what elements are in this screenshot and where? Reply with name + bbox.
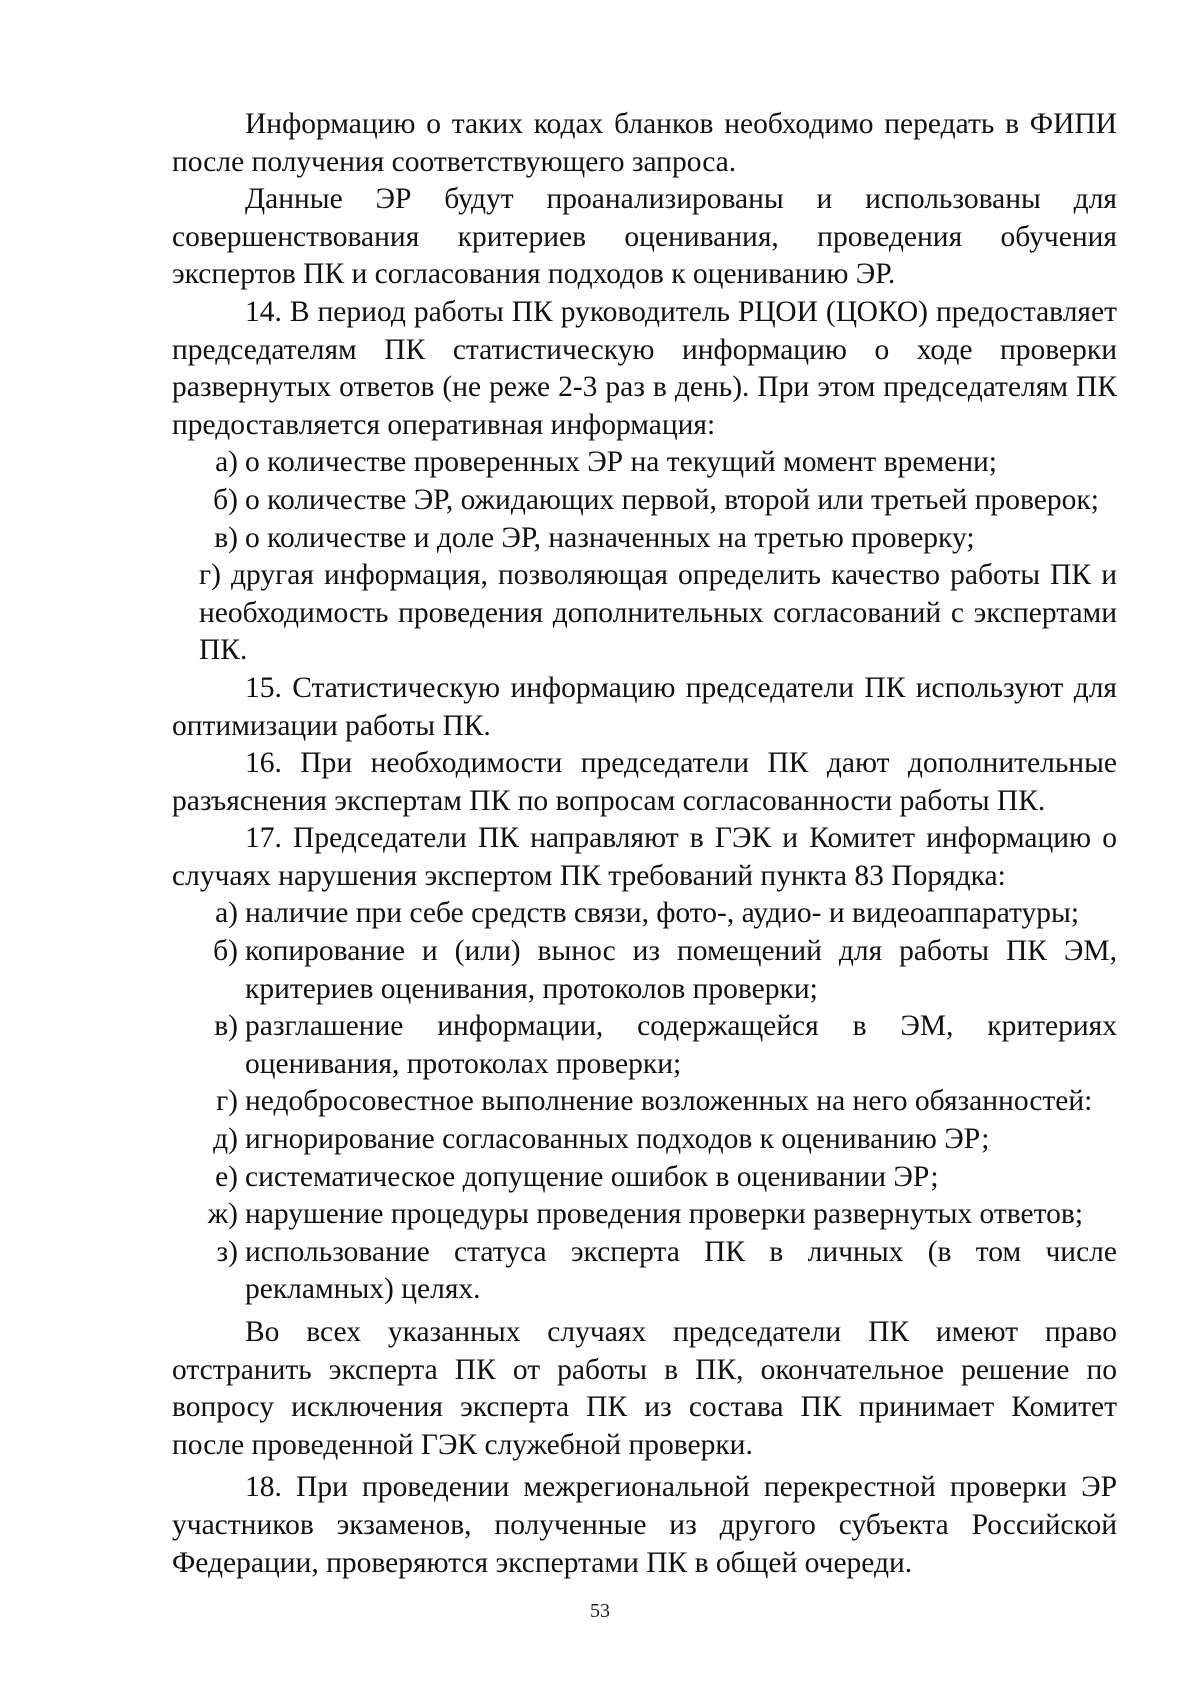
paragraph-removal-right: Во всех указанных случаях председатели ПК имеют право отстранить эксперта ПК от работы в ПК, окончательное решение по вопросу исключения эксперта ПК из состава ПК принимает Комитет после проведенной ГЭК служебной проверки. (172, 1316, 1117, 1461)
paragraph-14: 14. В период работы ПК руководитель РЦОИ (ЦОКО) предоставляет председателям ПК статистическую информацию о ходе проверки развернутых ответов (не реже 2-3 раз в день). При этом председателям ПК предоставляется оперативная информация: (172, 295, 1117, 441)
list-item (172, 1196, 1117, 1234)
list-marker: а) (215, 897, 238, 930)
list-item-text: недобросовестное выполнение возложенных на него обязанностей: (245, 1085, 1093, 1118)
list-item (172, 482, 1117, 520)
list-marker: в) (214, 521, 238, 554)
list-marker: д) (213, 1123, 238, 1156)
list-operational-info (172, 444, 1117, 670)
list-item (172, 1008, 1117, 1083)
list-item-text: нарушение процедуры проведения проверки развернутых ответов; (245, 1198, 1084, 1231)
list-item (172, 895, 1117, 933)
list-item (172, 933, 1117, 1008)
list-item (172, 444, 1117, 482)
list-marker: ж) (207, 1198, 238, 1231)
list-item (172, 1159, 1117, 1197)
paragraph-18: 18. При проведении межрегиональной перекрестной проверки ЭР участников экзаменов, полученные из другого субъекта Российской Федерации, проверяются экспертами ПК в общей очереди. (172, 1471, 1117, 1579)
list-marker: з) (216, 1235, 238, 1268)
list-item (172, 1083, 1117, 1121)
list-item-text: разглашение информации, содержащейся в ЭМ, критериях оценивания, протоколах проверки; (245, 1010, 1117, 1080)
list-item (172, 1121, 1117, 1159)
list-item-text: о количестве ЭР, ожидающих первой, второй или третьей проверок; (245, 483, 1099, 516)
list-item (172, 1234, 1117, 1309)
page-number: 53 (590, 1600, 610, 1622)
list-violations (172, 895, 1117, 1309)
list-marker: в) (214, 1010, 238, 1043)
paragraph-16: 16. При необходимости председатели ПК дают дополнительные разъяснения экспертам ПК по вопросам согласованности работы ПК. (172, 747, 1117, 817)
list-item (172, 557, 1117, 670)
list-item-text: другая информация, позволяющая определить качество работы ПК и необходимость проведения дополнительных согласований с экспертами ПК. (199, 559, 1117, 667)
list-item-text: копирование и (или) вынос из помещений для работы ПК ЭМ, критериев оценивания, протоколов проверки; (245, 935, 1117, 1005)
list-item-text: систематическое допущение ошибок в оценивании ЭР; (245, 1160, 939, 1193)
list-marker: е) (215, 1160, 238, 1193)
paragraph-15: 15. Статистическую информацию председатели ПК используют для оптимизации работы ПК. (172, 671, 1117, 742)
list-marker: г) (216, 1085, 238, 1118)
list-marker: а) (215, 446, 238, 479)
paragraph-17: 17. Председатели ПК направляют в ГЭК и Комитет информацию о случаях нарушения экспертом ПК требований пункта 83 Порядка: (172, 822, 1117, 892)
list-item-text: использование статуса эксперта ПК в личных (в том числе рекламных) целях. (245, 1235, 1117, 1306)
list-marker: г) (199, 559, 221, 592)
list-marker: б) (213, 483, 238, 516)
list-marker: б) (213, 935, 238, 968)
document-body (172, 106, 1117, 1582)
list-item-text: игнорирование согласованных подходов к оцениванию ЭР; (245, 1123, 990, 1156)
paragraph-er-data: Данные ЭР будут проанализированы и использованы для совершенствования критериев оценивания, проведения обучения экспертов ПК и согласования подходов к оцениванию ЭР. (172, 183, 1117, 291)
paragraph-blank-codes: Информацию о таких кодах бланков необходимо передать в ФИПИ после получения соответствующего запроса. (172, 108, 1117, 178)
list-item (172, 520, 1117, 558)
list-item-text: о количестве и доле ЭР, назначенных на третью проверку; (245, 521, 975, 554)
list-item-text: о количестве проверенных ЭР на текущий момент времени; (245, 446, 998, 479)
list-item-text: наличие при себе средств связи, фото-, аудио- и видеоаппаратуры; (245, 897, 1080, 930)
